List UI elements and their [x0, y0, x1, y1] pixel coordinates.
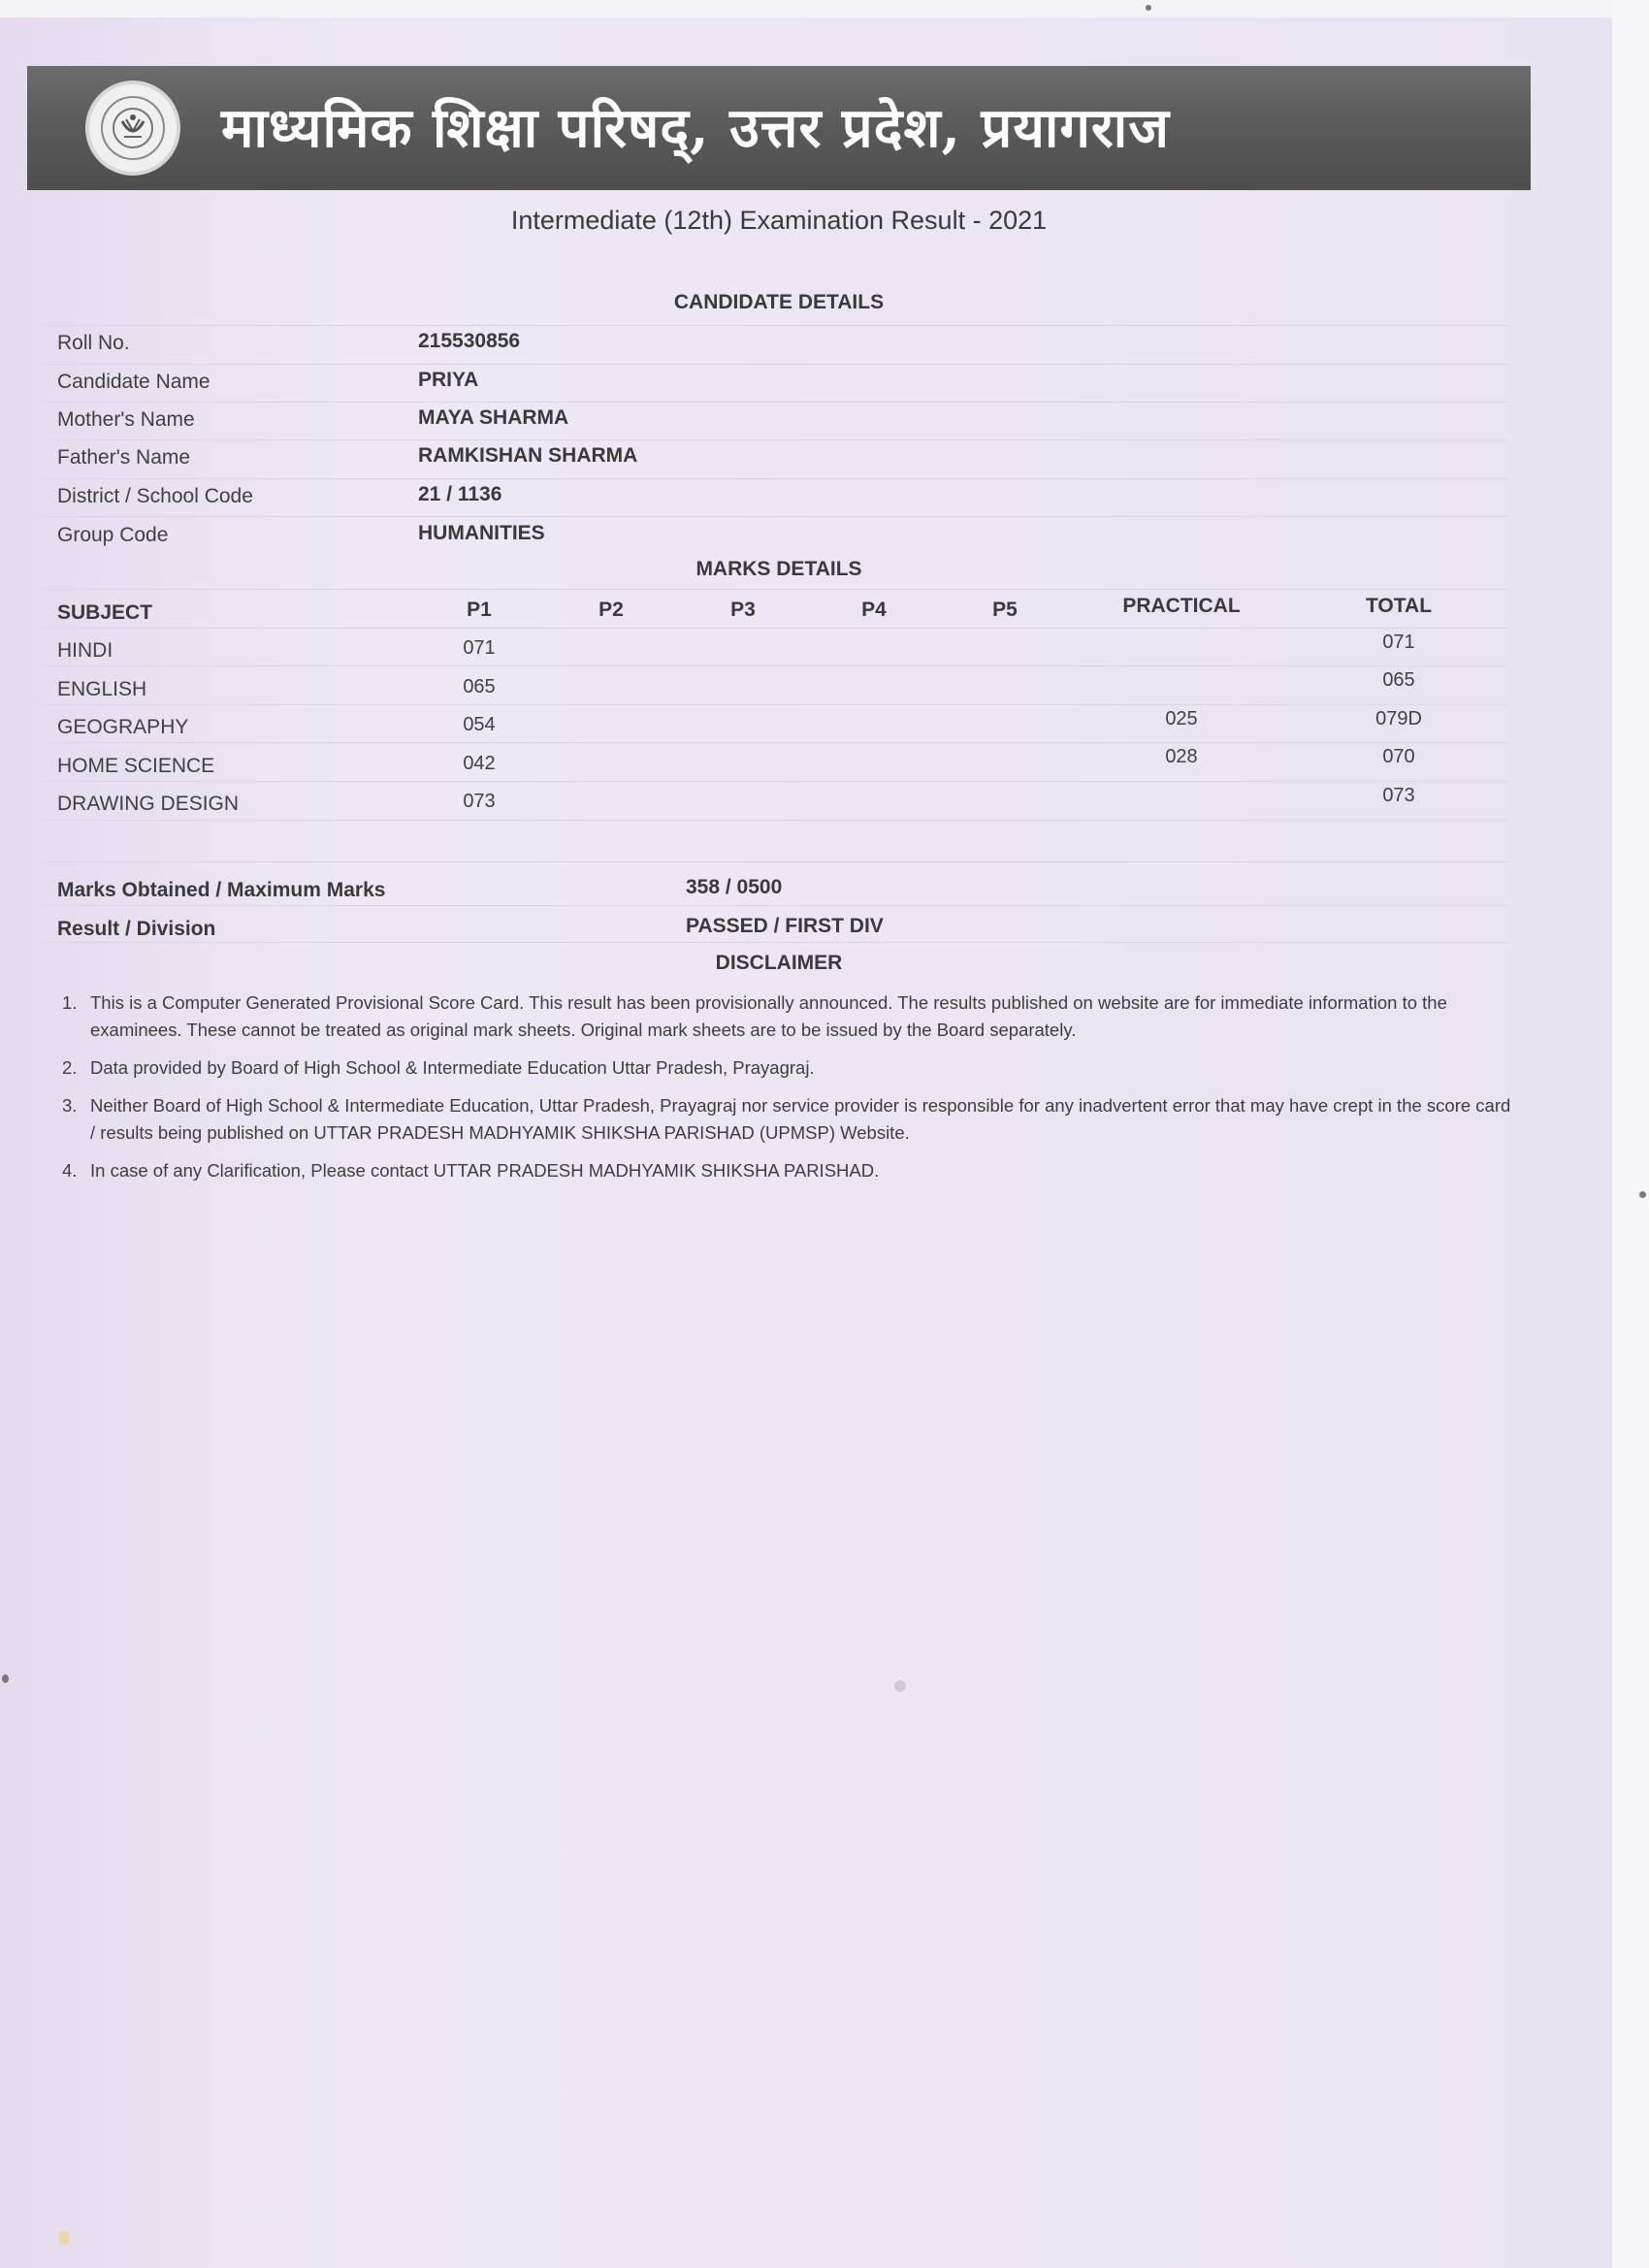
scan-speck — [58, 2231, 70, 2245]
up-emblem-logo — [85, 81, 180, 176]
candidate-name-label: Candidate Name — [57, 371, 210, 393]
candidate-name-value: PRIYA — [418, 369, 479, 391]
mother-name-value: MAYA SHARMA — [418, 406, 569, 429]
row-divider — [44, 589, 1508, 590]
p4-column-header: P4 — [861, 599, 887, 621]
roll-no-label: Roll No. — [57, 332, 130, 354]
row-divider — [44, 742, 1508, 743]
list-item-number: 3. — [62, 1095, 78, 1116]
row-divider — [44, 781, 1508, 782]
district-school-code-label: District / School Code — [57, 485, 253, 507]
exam-title: Intermediate (12th) Examination Result - 2021 — [510, 206, 1048, 235]
table-cell-p1: 042 — [463, 753, 496, 774]
group-code-value: HUMANITIES — [418, 522, 545, 544]
row-divider — [44, 905, 1508, 906]
emblem-ring-icon — [101, 96, 165, 160]
table-cell-total: 073 — [1382, 785, 1415, 806]
disclaimer-list — [62, 989, 1517, 1195]
list-item-number: 1. — [62, 992, 78, 1013]
result-division-value: PASSED / FIRST DIV — [686, 915, 884, 937]
table-cell-total: 071 — [1382, 632, 1415, 653]
scan-speck — [894, 1680, 906, 1692]
list-item-number: 4. — [62, 1160, 78, 1181]
table-row-subject: HOME SCIENCE — [57, 755, 215, 777]
list-item-text: In case of any Clarification, Please contact UTTAR PRADESH MADHYAMIK SHIKSHA PARISHAD. — [90, 1160, 880, 1181]
list-item — [62, 1157, 1517, 1184]
marks-details-heading: MARKS DETAILS — [695, 558, 862, 580]
row-divider — [44, 364, 1508, 365]
row-divider — [44, 665, 1508, 666]
father-name-label: Father's Name — [57, 446, 191, 469]
row-divider — [44, 439, 1508, 440]
table-row-subject: HINDI — [57, 639, 113, 662]
table-cell-p1: 054 — [463, 714, 496, 735]
table-row-subject: DRAWING DESIGN — [57, 793, 240, 815]
total-column-header: TOTAL — [1365, 595, 1433, 617]
row-divider — [44, 628, 1508, 629]
p2-column-header: P2 — [598, 599, 624, 621]
row-divider — [44, 820, 1508, 821]
table-cell-total: 079D — [1375, 708, 1422, 729]
scanner-edge-strip — [1612, 0, 1649, 2268]
district-school-code-value: 21 / 1136 — [418, 483, 502, 505]
subject-column-header: SUBJECT — [57, 601, 153, 624]
scan-speck — [2, 1674, 9, 1683]
marks-obtained-label: Marks Obtained / Maximum Marks — [57, 879, 386, 901]
table-cell-p1: 071 — [463, 637, 496, 659]
table-row-subject: GEOGRAPHY — [57, 716, 189, 738]
row-divider — [44, 478, 1508, 479]
list-item-text: Data provided by Board of High School & Intermediate Education Uttar Pradesh, Prayagraj. — [90, 1057, 815, 1078]
scanner-top-strip — [0, 0, 1649, 18]
father-name-value: RAMKISHAN SHARMA — [418, 444, 638, 467]
table-cell-practical: 025 — [1165, 708, 1198, 729]
list-item — [62, 1054, 1517, 1082]
table-cell-total: 070 — [1382, 746, 1415, 767]
list-item — [62, 989, 1517, 1044]
list-item-text: This is a Computer Generated Provisional Score Card. This result has been provisionally announced. The results published on website are for immediate information to the examinees. These cannot be treated as original mark sheets. Original mark sheets are to be issued by the Board separately. — [90, 992, 1447, 1040]
table-cell-p1: 073 — [463, 791, 496, 812]
board-name-title: माध्यमिक शिक्षा परिषद्, उत्तर प्रदेश, प्रयागराज — [221, 96, 1170, 160]
table-cell-total: 065 — [1382, 669, 1415, 691]
row-divider — [44, 704, 1508, 705]
table-cell-practical: 028 — [1165, 746, 1198, 767]
row-divider — [44, 861, 1508, 862]
result-division-label: Result / Division — [57, 918, 216, 940]
candidate-details-heading: CANDIDATE DETAILS — [673, 291, 885, 313]
list-item — [62, 1092, 1517, 1147]
group-code-label: Group Code — [57, 524, 169, 546]
emblem-symbol-icon — [103, 98, 163, 158]
list-item-number: 2. — [62, 1057, 78, 1078]
row-divider — [44, 942, 1508, 943]
marks-obtained-value: 358 / 0500 — [686, 876, 783, 898]
row-divider — [44, 402, 1508, 403]
scan-speck — [1639, 1191, 1646, 1198]
list-item-text: Neither Board of High School & Intermediate Education, Uttar Pradesh, Prayagraj nor service provider is responsible for any inadvertent error that may have crept in the score card / results being published on UTTAR PRADESH MADHYAMIK SHIKSHA PARISHAD (UPMSP) Website. — [90, 1095, 1511, 1143]
scan-speck — [1146, 5, 1151, 11]
row-divider — [44, 325, 1508, 326]
disclaimer-heading: DISCLAIMER — [715, 952, 843, 974]
table-row-subject: ENGLISH — [57, 678, 147, 700]
practical-column-header: PRACTICAL — [1122, 595, 1241, 617]
header-banner — [27, 66, 1531, 190]
p1-column-header: P1 — [467, 599, 492, 621]
p3-column-header: P3 — [730, 599, 756, 621]
table-cell-p1: 065 — [463, 676, 496, 697]
mother-name-label: Mother's Name — [57, 408, 195, 431]
row-divider — [44, 516, 1508, 517]
roll-no-value: 215530856 — [418, 330, 521, 352]
p5-column-header: P5 — [992, 599, 1018, 621]
